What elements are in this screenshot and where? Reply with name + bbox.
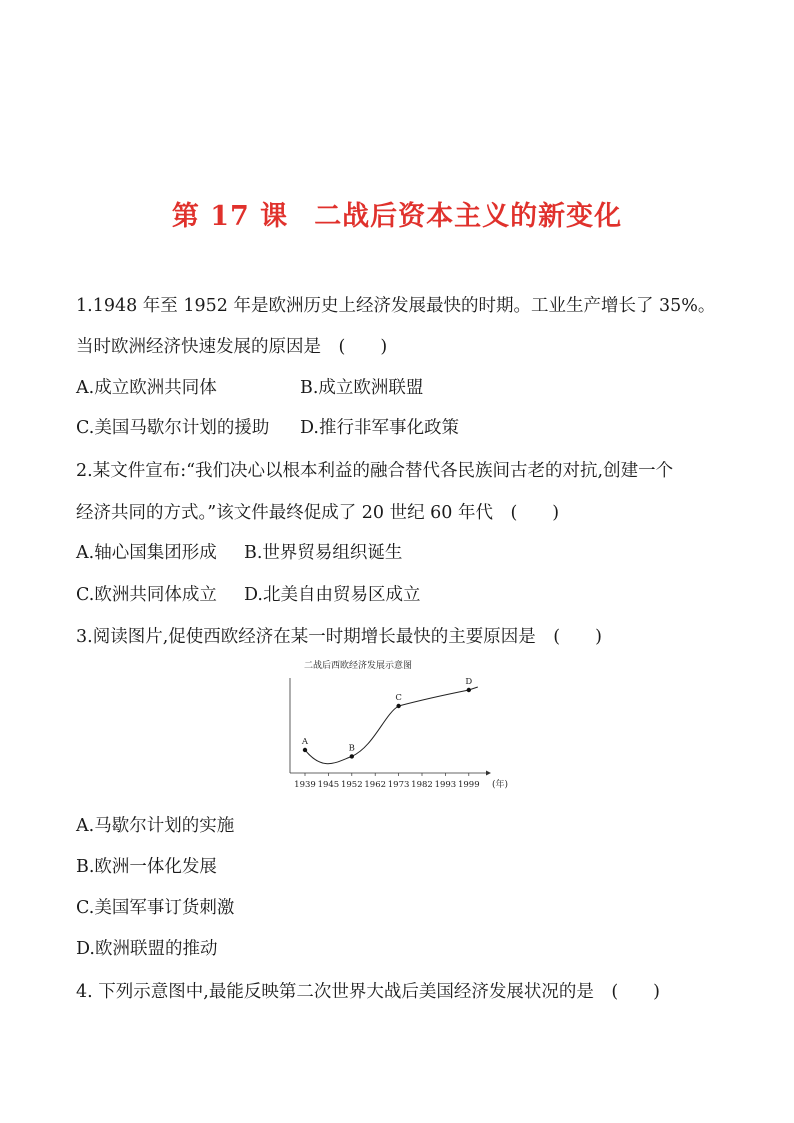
data-point-b [350,754,354,758]
q3-option-a: A.马歇尔计划的实施 [76,816,235,836]
q3-option-d: D.欧洲联盟的推动 [76,939,218,959]
x-axis-arrow [486,771,491,776]
q1-option-b: B.成立欧洲联盟 [300,378,424,398]
x-tick-label: 1952 [340,780,363,790]
q1-option-a: A.成立欧洲共同体 [76,378,217,398]
q2-option-a: A.轴心国集团形成 [76,543,217,563]
data-point-label-a: A [301,737,309,747]
page-title [0,194,794,233]
x-tick-label: 1962 [364,780,387,790]
west-europe-economy-chart [280,656,516,796]
q1-option-d: D.推行非军事化政策 [300,418,459,438]
x-tick-label: 1939 [294,780,316,790]
x-tick-label: 1945 [317,780,340,790]
x-tick-label: 1999 [457,780,480,790]
data-point-label-c: C [395,693,402,703]
chart-title: 二战后西欧经济发展示意图 [303,661,413,671]
q2-stem-line2: 经济共同的方式。”该文件最终促成了 20 世纪 60 年代 ( ) [76,503,560,523]
data-point-d [467,688,471,692]
q3-stem-line1: 3.阅读图片,促使西欧经济在某一时期增长最快的主要原因是 ( ) [76,627,602,647]
q3-option-c: C.美国军事订货刺激 [76,898,235,918]
q2-option-b: B.世界贸易组织诞生 [244,543,403,563]
x-tick-label: 1993 [434,780,457,790]
data-point-label-b: B [348,743,355,754]
q4-stem-line1: 4. 下列示意图中,最能反映第二次世界大战后美国经济发展状况的是 ( ) [76,982,660,1002]
lesson-title: 二战后资本主义的新变化 [314,201,623,232]
x-tick-label: 1973 [387,780,410,790]
lesson-number: 第 17 课 [171,201,289,232]
data-point-label-d: D [465,677,473,687]
trend-line [305,687,478,764]
q2-stem-line1: 2.某文件宣布:“我们决心以根本利益的融合替代各民族间古老的对抗,创建一个 [76,461,674,481]
data-point-c [396,704,400,708]
q3-option-b: B.欧洲一体化发展 [76,857,217,877]
x-tick-label: 1982 [411,780,433,790]
q1-option-c: C.美国马歇尔计划的援助 [76,418,270,438]
data-point-a [303,748,307,752]
q1-stem-line2: 当时欧洲经济快速发展的原因是 ( ) [76,337,388,357]
q2-option-c: C.欧洲共同体成立 [76,585,217,605]
q1-stem-line1: 1.1948 年至 1952 年是欧洲历史上经济发展最快的时期。工业生产增长了 35%。 [76,296,716,316]
x-axis-unit: (年) [491,780,509,790]
q2-option-d: D.北美自由贸易区成立 [244,585,421,605]
